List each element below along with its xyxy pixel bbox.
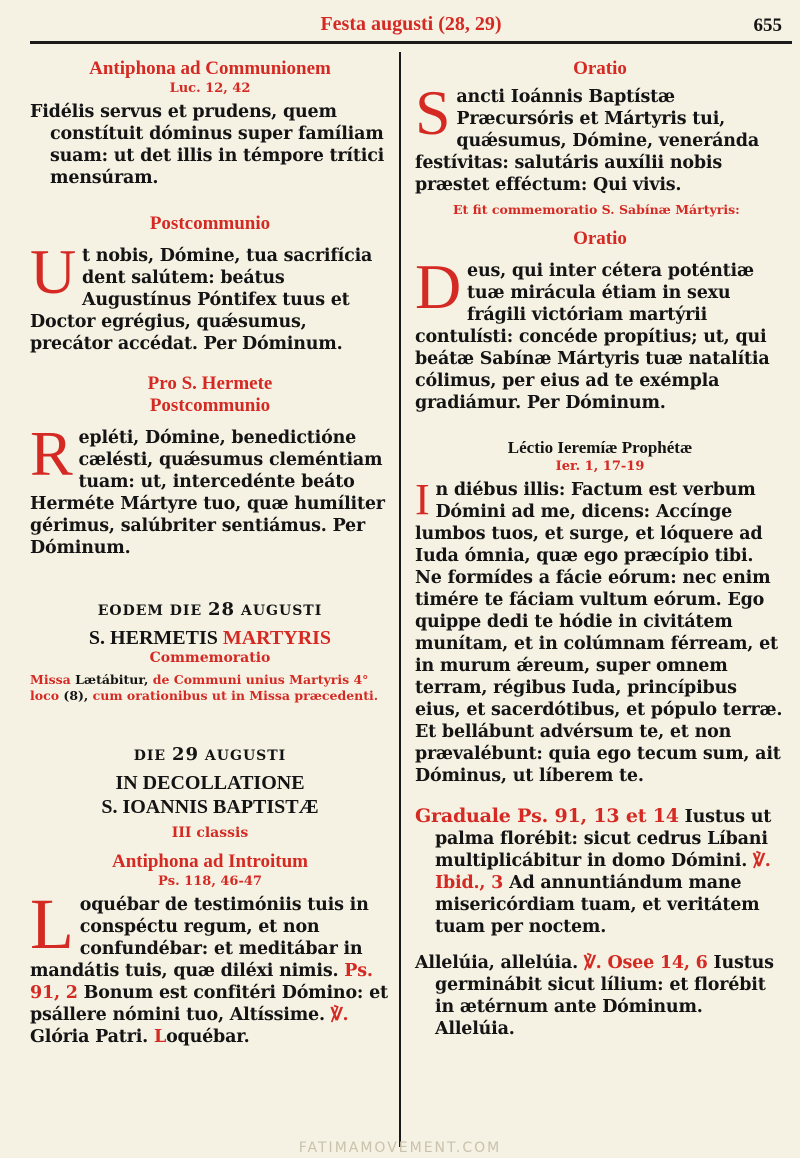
hermes-paragraph [30,418,390,559]
communion-text: Fidélis servus et prudens, quem constítuit dóminus super famíliam suam: ut det illis in témpore trítici mensúram. [30,102,385,188]
postcommunion-text: t nobis, Dómine, tua sacrifícia dent salútem: beátus Augustínus Póntifex tuus et Doctor egrégius, quǽsumus, precátor accédat. Per Dóminum. [30,246,373,354]
introit-paragraph [30,884,390,1048]
lectio-title: Léctio Ieremíæ Prophétæ [507,438,693,457]
alleluia-versicle: ℣. Osee 14, 6 [583,953,708,973]
oratio1-text: ancti Ioánnis Baptístæ Præcursóris et Mártyris tui, quǽsumus, Dómine, veneránda festívitas: salutáris auxílii nobis præstet efféctum: Qui vivis. [415,87,759,195]
introit-psalm-ref: Ps. 91, 2 [30,961,373,1003]
column-divider [399,52,401,1147]
gloria-text: Glória Patri. [30,1027,149,1047]
decollation-title: IN DECOLLATIONE [115,772,305,794]
versicle-symbol: ℣. [330,1005,349,1025]
drop-cap: U [30,236,77,307]
oratio1-title: Oratio [573,58,627,79]
drop-cap: D [415,251,462,322]
communion-title: Antiphona ad Communionem [89,58,331,79]
drop-cap: L [30,884,74,964]
postcommunion-paragraph [30,236,390,355]
die29-line: DIE 29 AUGUSTI [133,744,287,765]
drop-cap: R [30,418,73,489]
alleluia-text2: Iustus germinábit sicut lílium: et florébit in ætérnum ante Dóminum. Allelúia. [435,953,774,1039]
introit-psalm-text: Bonum est confitéri Dómino: et psállere nómini tuo, Altíssime. [30,983,388,1025]
hermes-feast-title: S. HERMETIS MARTYRIS [88,627,332,649]
graduale-paragraph [415,805,785,938]
alleluia-text1: Allelúia, allelúia. [415,953,578,973]
graduale-text1: Iustus ut palma florébit: sicut cedrus Líbani multiplicábitur in domo Dómini. [435,807,772,871]
classis-label: III classis [171,825,249,841]
alleluia-paragraph [415,952,785,1040]
page-number: 655 [753,15,782,36]
watermark: FATIMAMOVEMENT.COM [298,1140,502,1156]
hermes-title: Pro S. Hermete [147,373,273,394]
postcommunion-title: Postcommunio [149,213,271,234]
introit-text: oquébar de testimóniis tuis in conspéctu regum, et non confundébar: et meditábar in mandátis tuis, quæ diléxi nimis. [30,895,369,981]
page-header [30,0,792,40]
hermes-subtitle: Postcommunio [149,395,271,416]
graduale-label: Graduale Ps. 91, 13 et 14 [415,805,679,827]
drop-cap: I [415,475,430,524]
hermes-text: epléti, Dómine, benedictióne cælésti, quǽsumus cleméntiam tuam: ut, intercedénte beáto Herméte Mártyre tuo, quæ humíliter gérimus, salúbriter sentiámus. Per Dóminum. [30,428,385,558]
introit-ref: Ps. 118, 46-47 [158,874,262,889]
commemoratio-note: Et fit commemoratio S. Sabínæ Mártyris: [453,202,740,217]
communion-ref: Luc. 12, 42 [169,81,251,96]
left-column [30,52,390,1048]
lectio-text: n diébus illis: Factum est verbum Dómini ad me, dicens: Accínge lumbos tuos, et surge, et lóquere ad Iuda ómnia, quæ ego præcípio tibi. Ne formídes a fácie eórum: nec enim timére te fáciam vultum eórum. Ego quippe dedi te hódie in civitátem munítam, et in colúmnam férream, et in murum ǽreum, super omnem terram, régibus Iuda, princípibus eius, et sacerdótibus, et pópulo terræ. Et bellábunt advérsum te, et non prævalébunt: quia ego tecum sum, ait Dóminus, ut líberem te. [415,480,783,786]
oratio2-text: eus, qui inter cétera poténtiæ tuæ mirácula étiam in sexu frágili victóriam martýrii contulísti: concéde propítius; ut, qui beátæ Sabínæ Mártyris tuæ natalítia cólimus, per eius ad te exémpla gradiámur. Per Dóminum. [415,261,770,413]
oratio1-paragraph [415,77,785,196]
eodem-line: EODEM DIE 28 AUGUSTI [97,599,323,620]
header-title: Festa augusti (28, 29) [320,13,502,35]
header-rule [30,41,792,44]
graduale-versicle: ℣. Ibid., 3 [435,851,771,893]
lectio-paragraph [415,475,785,787]
oratio2-title: Oratio [573,228,627,249]
decollation-subtitle: S. IOANNIS BAPTISTÆ [101,796,319,818]
lectio-ref: Ier. 1, 17-19 [555,459,645,474]
introit-title: Antiphona ad Introitum [111,851,309,872]
drop-cap: S [415,77,451,148]
graduale-text2: Ad annuntiándum mane misericórdiam tuam, et veritátem tuam per noctem. [435,873,760,937]
right-column [415,52,785,1040]
oratio2-paragraph [415,251,785,414]
repeat-rest: oquébar. [166,1027,250,1047]
commemoratio-label: Commemoratio [149,650,271,666]
missa-note: Missa Lætábitur, de Communi unius Martyris 4° loco (8), cum orationibus ut in Missa præcedenti. [30,672,379,703]
repeat-initial: L [153,1027,167,1047]
